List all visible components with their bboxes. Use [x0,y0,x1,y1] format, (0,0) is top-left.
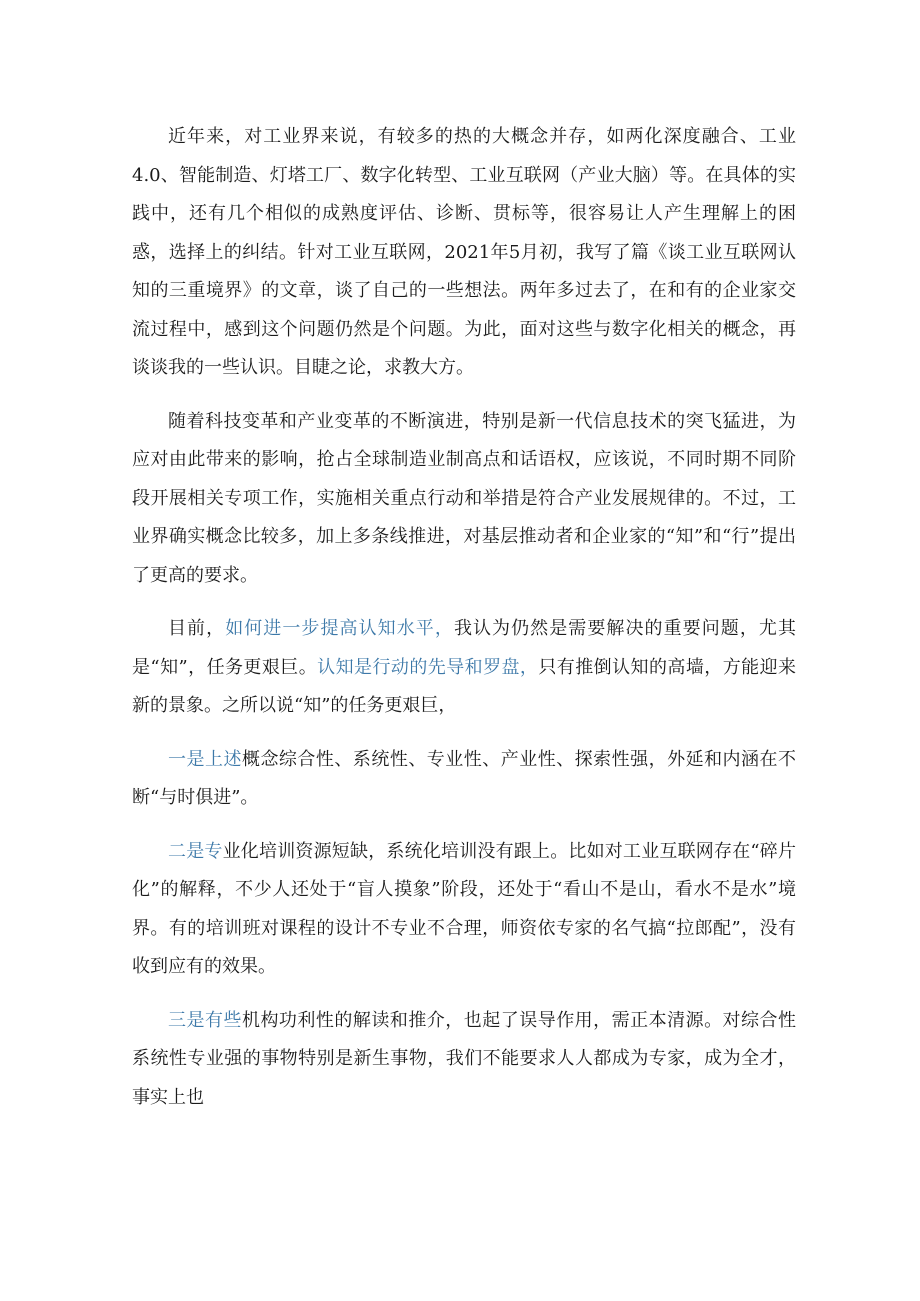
highlighted-text: 三是有些 [168,1009,242,1031]
paragraph-text: 机构功利性的解读和推介，也起了误导作用，需正本清源。对综合性系统性专业强的事物特别是新生事物，我们不能要求人人都成为专家，成为全才，事实上也 [132,1009,797,1108]
highlighted-text: 认知是行动的先导和罗盘， [317,656,539,678]
paragraph-point-three [132,1002,796,1118]
paragraph-point-two [132,833,796,987]
paragraph-text: 概念综合性、系统性、专业性、产业性、探索性强，外延和内涵在不断“与时俱进”。 [132,748,797,808]
paragraph-text: 随着科技变革和产业变革的不断演进，特别是新一代信息技术的突飞猛进，为应对由此带来的影响，抢占全球制造业制高点和话语权，应该说，不同时期不同阶段开展相关专项工作，实施相关重点行动和举措是符合产业发展规律的。不过，工业界确实概念比较多，加上多条线推进，对基层推动者和企业家的“知”和“行”提出了更高的要求。 [132,410,796,586]
paragraph-background [132,403,796,596]
highlighted-text: 如何进一步提高认知水平， [225,618,454,639]
highlighted-text: 一是上述 [168,748,242,770]
paragraph-text: 业化培训资源短缺，系统化培训没有跟上。比如对工业互联网存在“碎片化”的解释，不少人还处于“盲人摸象”阶段，还处于“看山不是山，看水不是水”境界。有的培训班对课程的设计不专业不合理，师资依专家的名气搞“拉郎配”，没有收到应有的效果。 [132,840,797,977]
highlighted-text: 二是专 [168,840,223,862]
paragraph-text: 近年来，对工业界来说，有较多的热的大概念并存，如两化深度融合、工业4.0、智能制造、灯塔工厂、数字化转型、工业互联网（产业大脑）等。在具体的实践中，还有几个相似的成熟度评估、诊断、贯标等，很容易让人产生理解上的困惑，选择上的纠结。针对工业互联网，2021年5月初，我写了篇《谈工业互联网认知的三重境界》的文章，谈了自己的一些想法。两年多过去了，在和有的企业家交流过程中，感到这个问题仍然是个问题。为此，面对这些与数字化相关的概念，再谈谈我的一些认识。目睫之论，求教大方。 [132,126,796,378]
document-body [132,118,796,1132]
paragraph-text: 我认为仍然是需要解决的重要问题，尤其是“知”，任务更艰巨。 [132,618,796,678]
paragraph-point-one [132,741,796,818]
paragraph-intro [132,118,796,388]
paragraph-current [132,610,796,726]
paragraph-text: 目前， [168,618,226,639]
paragraph-text: 只有推倒认知的高墙，方能迎来新的景象。之所以说“知”的任务更艰巨， [132,656,797,716]
